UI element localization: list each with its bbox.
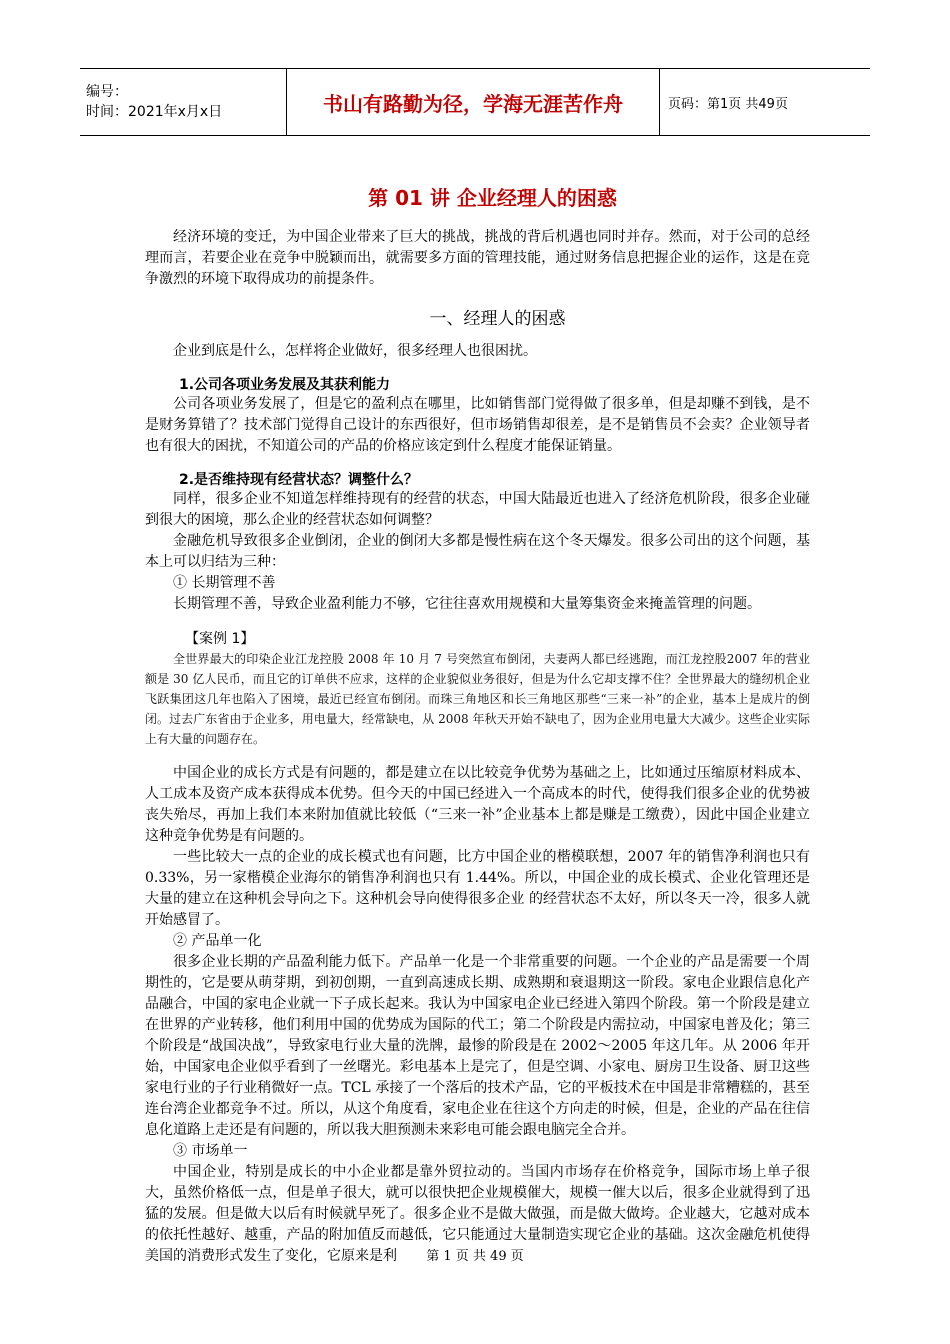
number-label: 编号：	[86, 84, 128, 100]
list-item-1: ① 长期管理不善	[173, 575, 276, 591]
list-item-3: ③ 市场单一	[173, 1143, 248, 1159]
list-item-2-paragraph: 很多企业长期的产品盈利能力低下。产品单一化是一个非常重要的问题。一个企业的产品是需要一个周期性的，它是要从萌芽期，到初创期，一直到高速成长期、成熟期和衰退期这一阶段。家电企业跟信息化产品融合，中国的家电企业就一下子成长起来。我认为中国家电企业已经进入第四个阶段。第一个阶段是建立在世界的产业转移，他们利用中国的优势成为国际的代工；第二个阶段是内需拉动，中国家电普及化；第三个阶段是“战国决战”，导致家电行业大量的洗牌，最惨的阶段是在 2002～2005 年这几年。从 2006 年开始，中国家电企业似乎看到了一丝曙光。彩电基本上是完了，但是空调、小家电、厨房卫生设备、厨卫这些家电行业的子行业稍微好一点。TCL 承接了一个落后的技术产品，它的平板技术在中国是非常糟糕的，甚至连台湾企业都竞争不过。所以，从这个角度看，家电企业在往这个方向走的时候，但是，企业的产品在往信息化道路上走还是有问题的，所以我大胆预测未来彩电可能会跟电脑完全合并。	[145, 954, 810, 1138]
header-motto: 书山有路勤为径，学海无涯苦作舟	[287, 69, 660, 135]
section-heading: 一、经理人的困惑	[429, 309, 566, 329]
margin-paragraph: 一些比较大一点的企业的成长模式也有问题，比方中国企业的楷模联想，2007 年的销售净利润也只有 0.33%，另一家楷模企业海尔的销售净利润也只有 1.44%。所以，中国企业的成长模式、企业化管理还是大量的建立在这种机会导向之下。这种机会导向使得很多企业 的经营状态不太好，所以冬天一冷，很多人就开始感冒了。	[145, 849, 810, 928]
time-label: 时间：2021年x月x日	[86, 104, 223, 120]
subheading-1-paragraph: 公司各项业务发展了，但是它的盈利点在哪里，比如销售部门觉得做了很多单，但是却赚不到钱，是不是财务算错了？技术部门觉得自己设计的东西很好，但市场销售却很差，是不是销售员不会卖？企业领导者也有很大的困扰，不知道公司的产品的价格应该定到什么程度才能保证销量。	[145, 396, 810, 454]
subheading-2-paragraph-2: 金融危机导致很多企业倒闭，企业的倒闭大多都是慢性病在这个冬天爆发。很多公司出的这个问题，基本上可以归结为三种：	[145, 533, 810, 570]
list-item-3-paragraph: 中国企业，特别是成长的中小企业都是靠外贸拉动的。当国内市场存在价格竞争，国际市场上单子很大，虽然价格低一点，但是单子很大，就可以很快把企业规模催大，规模一催大以后，很多企业就得到了迅猛的发展。但是做大以后有时候就早死了。很多企业不是做大做强，而是做大做垮。企业越大，它越对成本的依托性越好、越重，产品的附加值反而越低，它只能通过大量制造实现它企业的基础。这次金融危机使得美国的消费形式发生了变化，它原来是利	[145, 1164, 810, 1264]
growth-paragraph: 中国企业的成长方式是有问题的，都是建立在以比较竞争优势为基础之上，比如通过压缩原材料成本、人工成本及资产成本获得成本优势。但今天的中国已经进入一个高成本的时代，使得我们很多企业的优势被丧失殆尽，再加上我们本来附加值就比较低（“三来一补”企业基本上都是赚是工缴费），因此中国企业建立这种竞争优势是有问题的。	[145, 765, 810, 844]
intro-paragraph: 经济环境的变迁，为中国企业带来了巨大的挑战，挑战的背后机遇也同时并存。然而，对于公司的总经理而言，若要企业在竞争中脱颖而出，就需要多方面的管理技能，通过财务信息把握企业的运作，这是在竞争激烈的环境下取得成功的前提条件。	[145, 229, 810, 287]
header-left-cell	[80, 69, 287, 135]
subheading-2: 2.是否维持现有经营状态？调整什么？	[179, 472, 419, 488]
page-footer: 第 1 页 共 49 页	[426, 1249, 524, 1264]
section-intro: 企业到底是什么，怎样将企业做好，很多经理人也很困扰。	[173, 343, 537, 359]
lecture-title: 第 01 讲 企业经理人的困惑	[368, 186, 617, 210]
subheading-2-paragraph-1: 同样，很多企业不知道怎样维持现有的经营的状态，中国大陆最近也进入了经济危机阶段，很多企业碰到很大的困境，那么企业的经营状态如何调整？	[145, 491, 810, 528]
subheading-1: 1.公司各项业务发展及其获利能力	[179, 377, 391, 393]
list-item-2: ② 产品单一化	[173, 933, 262, 949]
list-item-1-paragraph: 长期管理不善，导致企业盈利能力不够，它往往喜欢用规模和大量筹集资金来掩盖管理的问题。	[173, 596, 761, 612]
case-title: 【案例 1】	[185, 631, 255, 647]
page-header	[80, 68, 870, 136]
case-text: 全世界最大的印染企业江龙控股 2008 年 10 月 7 号突然宣布倒闭，夫妻两人都已经逃跑，而江龙控股2007 年的营业额是 30 亿人民币，而且它的订单供不应求，这样的企业貌似业务很好，但是为什么它却支撑不住？全世界最大的缝纫机企业飞跃集团这几年也陷入了困境，最近已经宣布倒闭。而珠三角地区和长三角地区那些“三来一补”的企业，基本上是成片的倒闭。过去广东省由于企业多，用电量大，经常缺电，从 2008 年秋天开始不缺电了，因为企业用电量大大减少。这些企业实际上有大量的问题存在。	[145, 652, 810, 746]
document-body	[145, 182, 810, 1267]
header-page-info: 页码：第1页 共49页	[668, 96, 788, 112]
